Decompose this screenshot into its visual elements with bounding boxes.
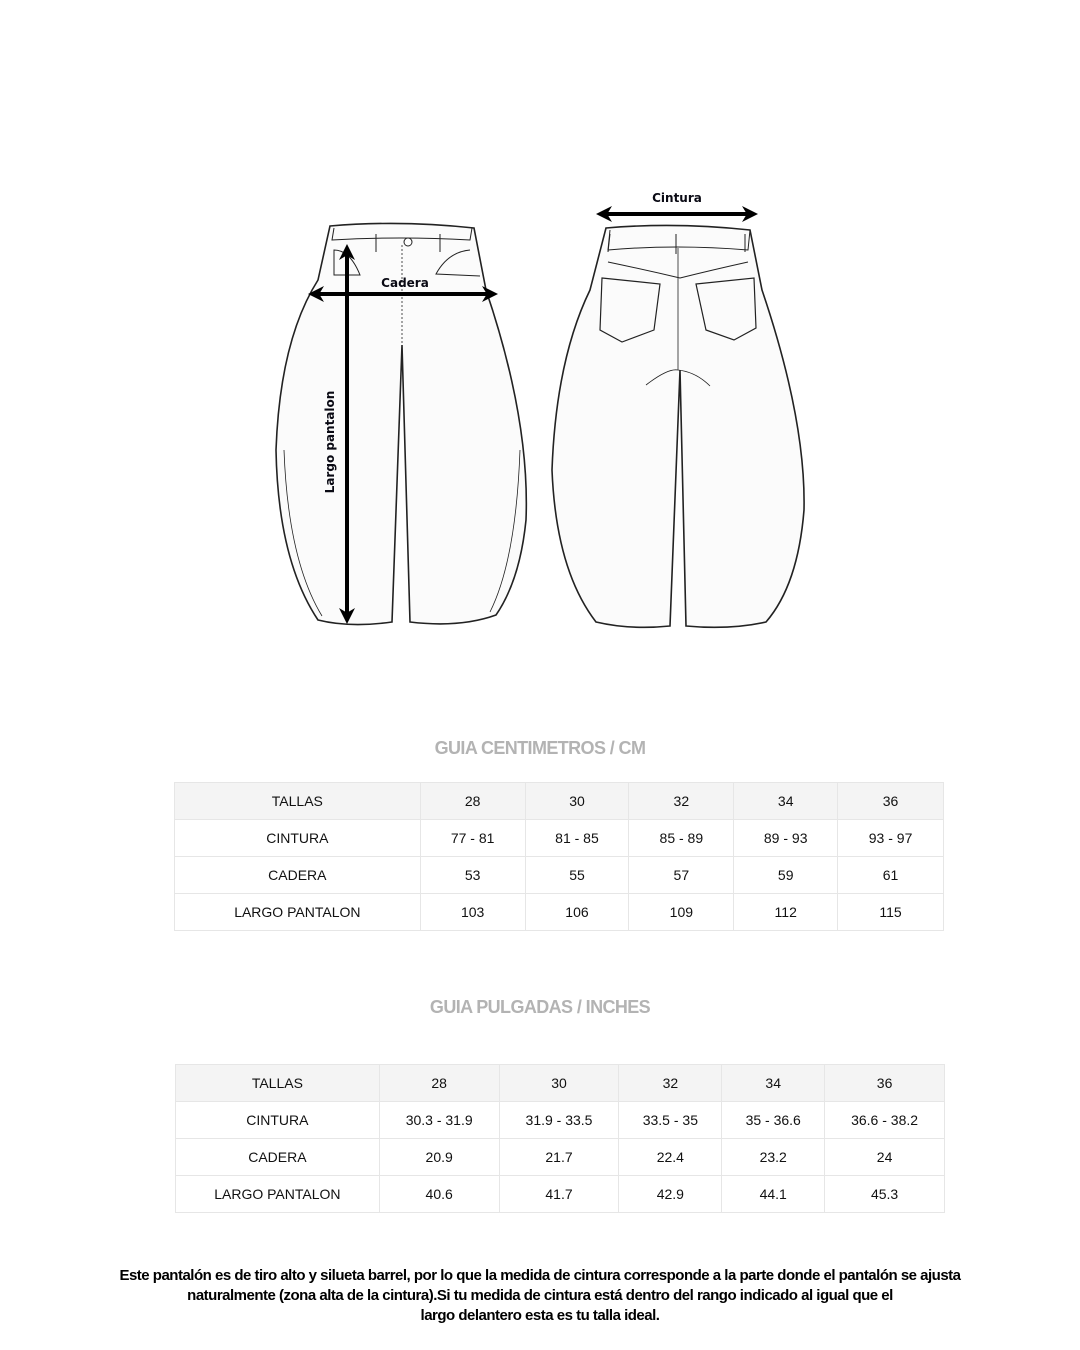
table-header-row [176,1065,945,1102]
label-cintura: Cintura [652,191,702,205]
header-cell: 28 [420,783,525,820]
table-cell: 21.7 [499,1139,619,1176]
header-cell: 36 [838,783,944,820]
table-row [176,1176,945,1213]
fit-note-line: largo delantero esta es tu talla ideal. [420,1307,660,1324]
header-cell: 30 [499,1065,619,1102]
table-cell: 77 - 81 [420,820,525,857]
header-cell: 36 [825,1065,945,1102]
table-row [176,1102,945,1139]
table-cell: 109 [629,894,734,931]
inch-size-table [175,1064,945,1213]
table-cell: 61 [838,857,944,894]
table-row [176,1139,945,1176]
table-cell: 30.3 - 31.9 [379,1102,499,1139]
cm-guide-title: GUIA CENTIMETROS / CM [434,738,646,758]
header-cell: 32 [619,1065,722,1102]
table-cell: 81 - 85 [525,820,629,857]
table-cell: 20.9 [379,1139,499,1176]
fit-note-line: naturalmente (zona alta de la cintura).Si tu medida de cintura está dentro del rango indicado al igual que el [187,1287,893,1304]
table-cell: 35 - 36.6 [722,1102,825,1139]
table-cell: 85 - 89 [629,820,734,857]
table-cell: 41.7 [499,1176,619,1213]
table-cell: 40.6 [379,1176,499,1213]
table-cell: 59 [734,857,838,894]
header-cell: 34 [734,783,838,820]
row-label: CINTURA [176,1102,380,1139]
table-row [175,820,944,857]
header-cell: TALLAS [176,1065,380,1102]
table-cell: 89 - 93 [734,820,838,857]
table-cell: 103 [420,894,525,931]
inch-guide-title: GUIA PULGADAS / INCHES [429,997,651,1017]
label-cadera: Cadera [381,276,429,290]
header-cell: TALLAS [175,783,421,820]
table-cell: 45.3 [825,1176,945,1213]
table-cell: 44.1 [722,1176,825,1213]
table-cell: 93 - 97 [838,820,944,857]
fit-note-line: Este pantalón es de tiro alto y silueta barrel, por lo que la medida de cintura corresponde a la parte donde el pantalón se ajusta [119,1267,961,1284]
table-cell: 33.5 - 35 [619,1102,722,1139]
table-cell: 53 [420,857,525,894]
table-header-row [175,783,944,820]
row-label: CADERA [175,857,421,894]
table-cell: 23.2 [722,1139,825,1176]
table-cell: 31.9 - 33.5 [499,1102,619,1139]
header-cell: 34 [722,1065,825,1102]
row-label: LARGO PANTALON [176,1176,380,1213]
back-view [552,225,804,627]
cm-size-table [174,782,944,931]
row-label: CADERA [176,1139,380,1176]
table-row [175,894,944,931]
row-label: CINTURA [175,820,421,857]
table-cell: 36.6 - 38.2 [825,1102,945,1139]
table-cell: 55 [525,857,629,894]
fit-note [60,1266,1020,1326]
table-cell: 24 [825,1139,945,1176]
table-cell: 112 [734,894,838,931]
label-largo: Largo pantalon [323,390,337,494]
header-cell: 32 [629,783,734,820]
table-cell: 115 [838,894,944,931]
header-cell: 28 [379,1065,499,1102]
table-cell: 57 [629,857,734,894]
row-label: LARGO PANTALON [175,894,421,931]
table-cell: 106 [525,894,629,931]
header-cell: 30 [525,783,629,820]
table-cell: 42.9 [619,1176,722,1213]
table-row [175,857,944,894]
table-cell: 22.4 [619,1139,722,1176]
pants-diagram [260,180,820,640]
